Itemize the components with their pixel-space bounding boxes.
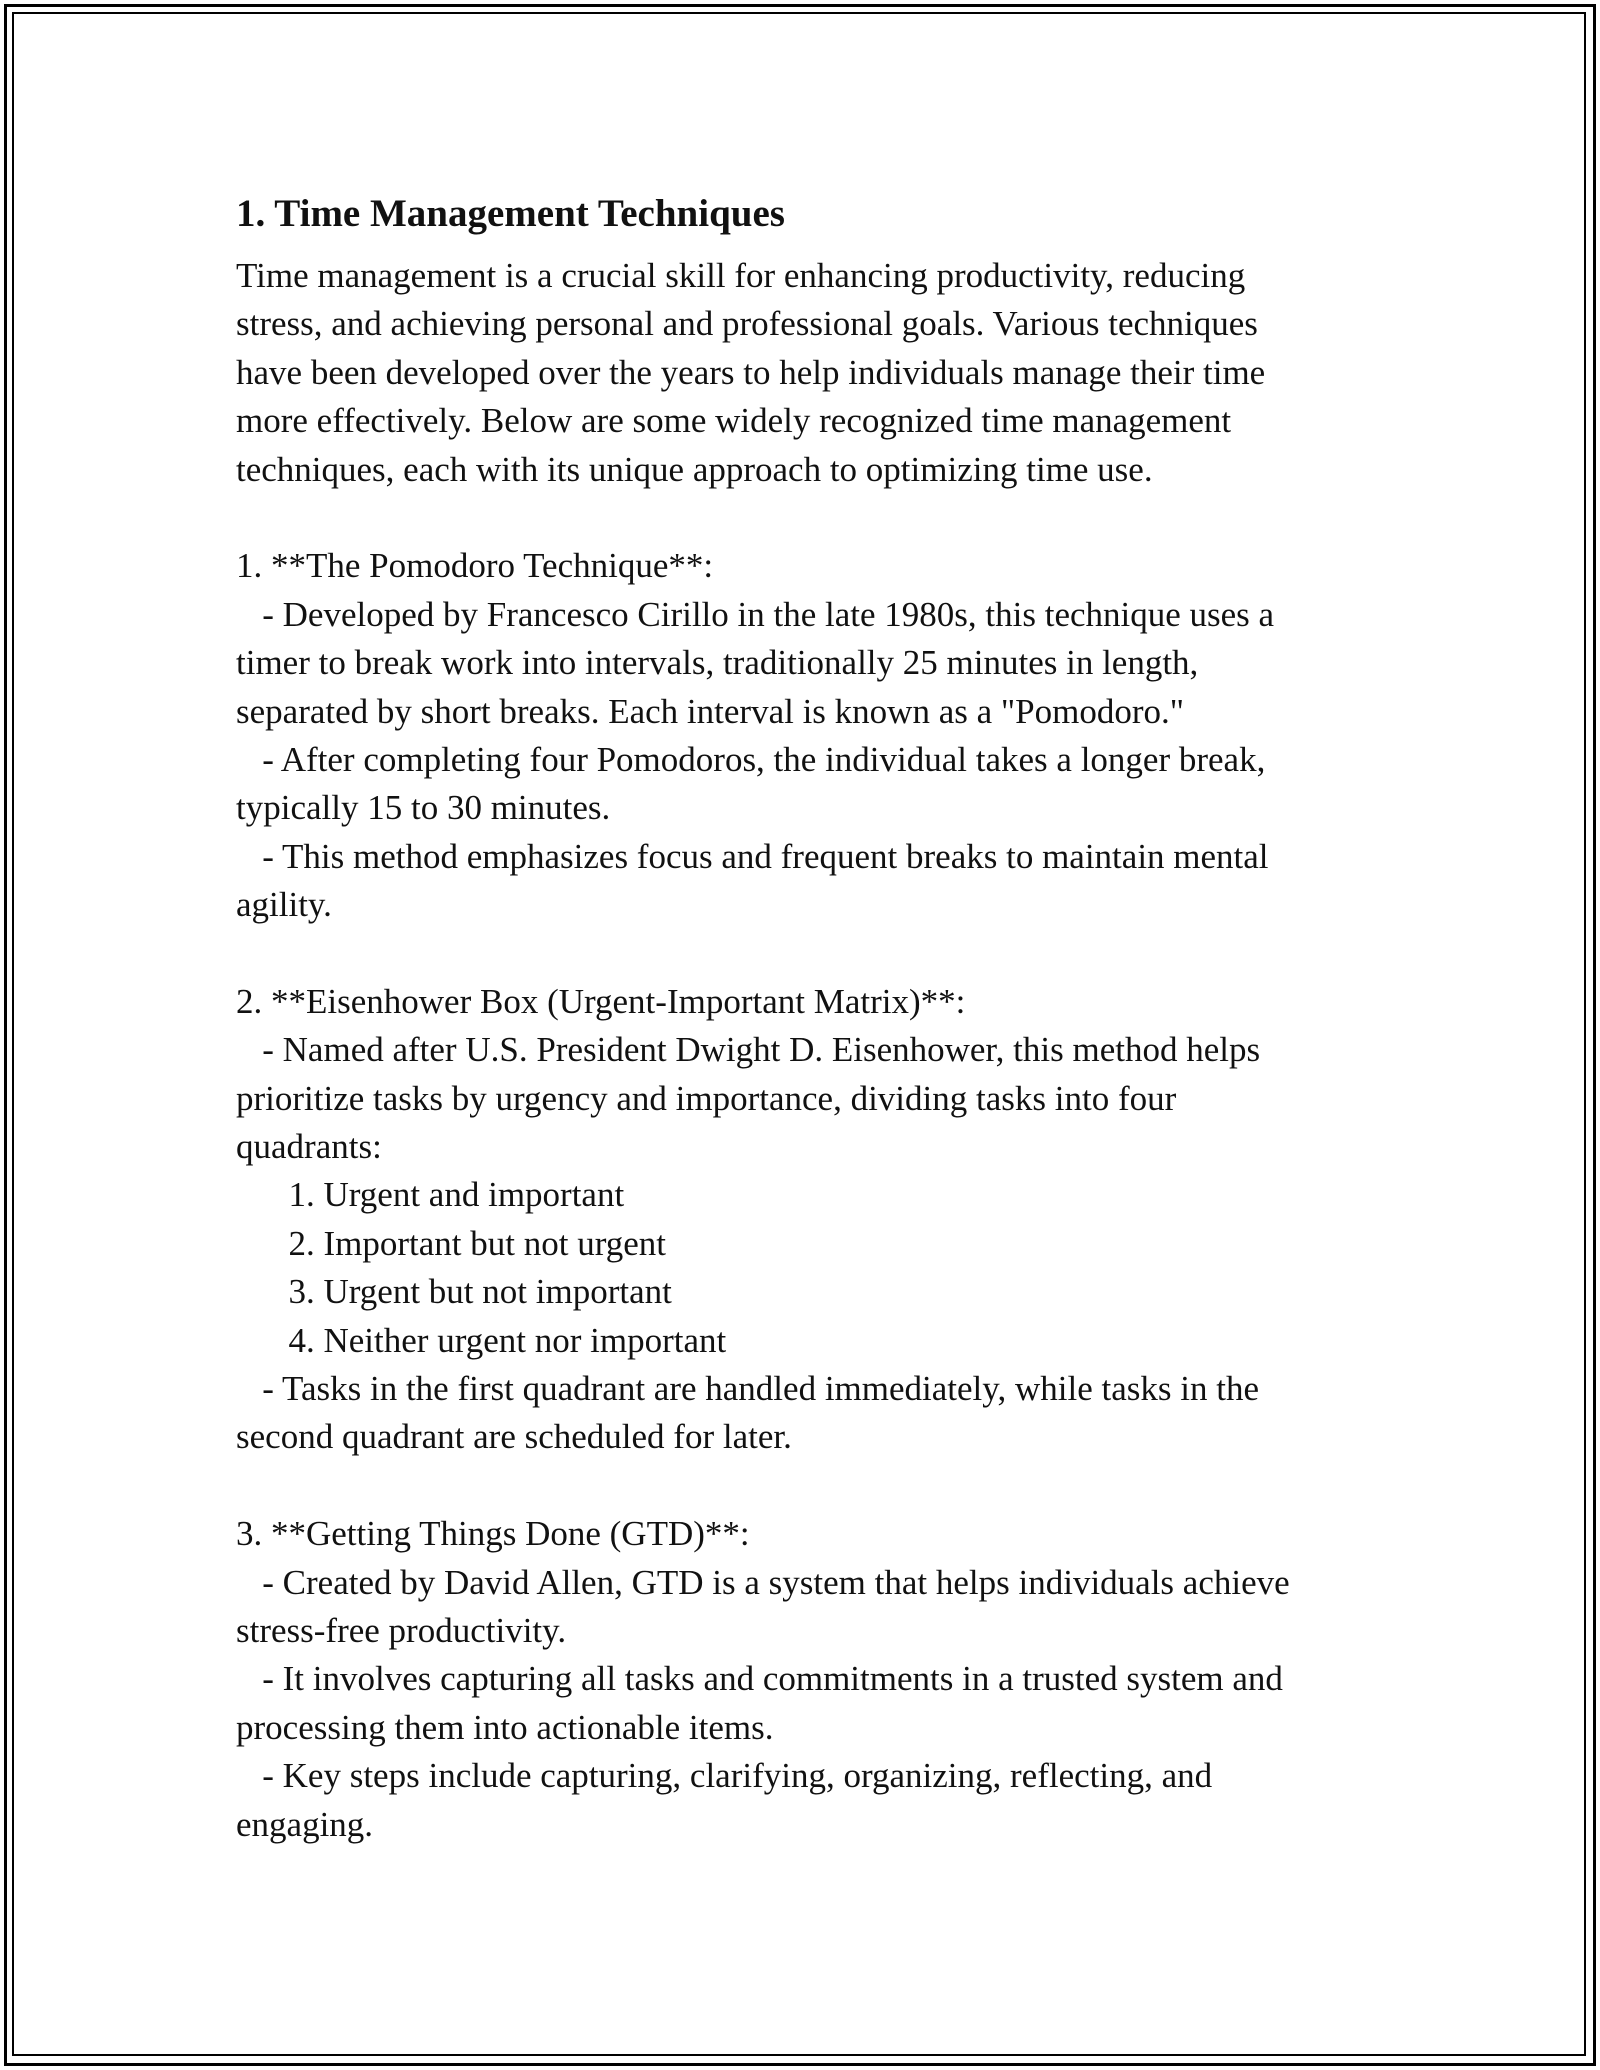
paragraph-gap xyxy=(236,1462,1386,1510)
technique-pomodoro xyxy=(236,542,1386,929)
technique-line: - It involves capturing all tasks and commitments in a trusted system and xyxy=(236,1659,1283,1699)
technique-line: - After completing four Pomodoros, the individual takes a longer break, xyxy=(236,739,1266,779)
quadrant-item: 2. Important but not urgent xyxy=(236,1223,666,1263)
technique-line: typically 15 to 30 minutes. xyxy=(236,788,611,828)
intro-line: have been developed over the years to help individuals manage their time xyxy=(236,352,1266,392)
technique-line: engaging. xyxy=(236,1804,374,1844)
technique-line: - Named after U.S. President Dwight D. Eisenhower, this method helps xyxy=(236,1030,1261,1070)
quadrant-item: 1. Urgent and important xyxy=(236,1175,625,1215)
technique-gtd xyxy=(236,1510,1386,1849)
technique-heading: 3. **Getting Things Done (GTD)**: xyxy=(236,1514,750,1554)
technique-line: timer to break work into intervals, traditionally 25 minutes in length, xyxy=(236,643,1199,683)
quadrant-item: 3. Urgent but not important xyxy=(236,1272,672,1312)
intro-line: more effectively. Below are some widely recognized time management xyxy=(236,401,1232,441)
intro-paragraph xyxy=(236,252,1386,494)
technique-eisenhower-box xyxy=(236,978,1386,1462)
technique-line: stress-free productivity. xyxy=(236,1610,567,1650)
technique-line: processing them into actionable items. xyxy=(236,1707,774,1747)
technique-line: prioritize tasks by urgency and importance, dividing tasks into four xyxy=(236,1078,1177,1118)
technique-line: agility. xyxy=(236,885,332,925)
paragraph-gap xyxy=(236,494,1386,542)
technique-line: - This method emphasizes focus and frequent breaks to maintain mental xyxy=(236,836,1269,876)
technique-line: - Tasks in the first quadrant are handled immediately, while tasks in the xyxy=(236,1368,1259,1408)
technique-line: - Key steps include capturing, clarifying, organizing, reflecting, and xyxy=(236,1756,1213,1796)
intro-line: techniques, each with its unique approach to optimizing time use. xyxy=(236,449,1153,489)
technique-heading: 2. **Eisenhower Box (Urgent-Important Matrix)**: xyxy=(236,981,966,1021)
intro-line: stress, and achieving personal and professional goals. Various techniques xyxy=(236,304,1258,344)
paragraph-gap xyxy=(236,929,1386,977)
document-body xyxy=(236,182,1386,1849)
section-title: 1. Time Management Techniques xyxy=(236,192,785,235)
quadrant-item: 4. Neither urgent nor important xyxy=(236,1320,727,1360)
intro-line: Time management is a crucial skill for enhancing productivity, reducing xyxy=(236,256,1246,295)
technique-line: separated by short breaks. Each interval is known as a "Pomodoro." xyxy=(236,691,1185,731)
technique-line: quadrants: xyxy=(236,1127,382,1167)
technique-line: second quadrant are scheduled for later. xyxy=(236,1417,792,1457)
technique-line: - Created by David Allen, GTD is a system that helps individuals achieve xyxy=(236,1562,1290,1602)
technique-line: - Developed by Francesco Cirillo in the late 1980s, this technique uses a xyxy=(236,594,1275,634)
technique-heading: 1. **The Pomodoro Technique**: xyxy=(236,546,714,586)
